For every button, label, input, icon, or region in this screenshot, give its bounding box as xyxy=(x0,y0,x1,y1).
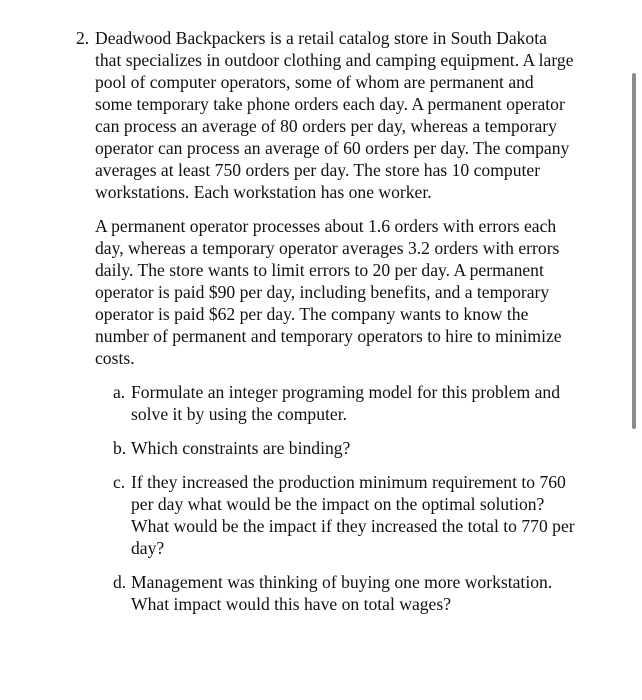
problem-paragraph-1: Deadwood Backpackers is a retail catalog store in South Dakota that specializes in outdoor clothing and camping equipment. A large pool of computer operators, some of whom are permanent and some temporary take phone orders each day. A permanent operator can process an average of 80 orders per day, whereas a temporary operator can process an average of 60 orders per day. The company averages at least 750 orders per day. The store has 10 computer workstations. Each workstation has one worker. xyxy=(95,28,574,202)
question-b-text: Which constraints are binding? xyxy=(131,438,351,458)
problem-number: 2. xyxy=(76,28,90,48)
problem-paragraph-2: A permanent operator processes about 1.6 orders with errors each day, whereas a temporary operator averages 3.2 orders with errors daily. The store wants to limit errors to 20 per day. A permanent operator is paid $90 per day, including benefits, and a temporary operator is paid $62 per day. The company wants to know the number of permanent and temporary operators to hire to minimize costs. xyxy=(95,216,562,368)
question-a-letter: a. xyxy=(113,382,126,402)
problem-2 xyxy=(76,27,576,627)
question-b-letter: b. xyxy=(113,438,127,458)
question-a xyxy=(113,381,577,425)
question-b xyxy=(113,437,577,459)
question-c-text: If they increased the production minimum requirement to 760 per day what would be the impact on the optimal solution? What would be the impact if they increased the total to 770 per day? xyxy=(131,472,575,558)
problem-body xyxy=(95,27,575,615)
question-c-letter: c. xyxy=(113,472,126,492)
question-d-text: Management was thinking of buying one more workstation. What impact would this have on total wages? xyxy=(131,572,553,614)
vertical-scrollbar[interactable] xyxy=(632,73,636,429)
question-d-letter: d. xyxy=(113,572,127,592)
question-c xyxy=(113,471,577,559)
question-a-text: Formulate an integer programing model for this problem and solve it by using the computer. xyxy=(131,382,560,424)
question-d xyxy=(113,571,577,615)
